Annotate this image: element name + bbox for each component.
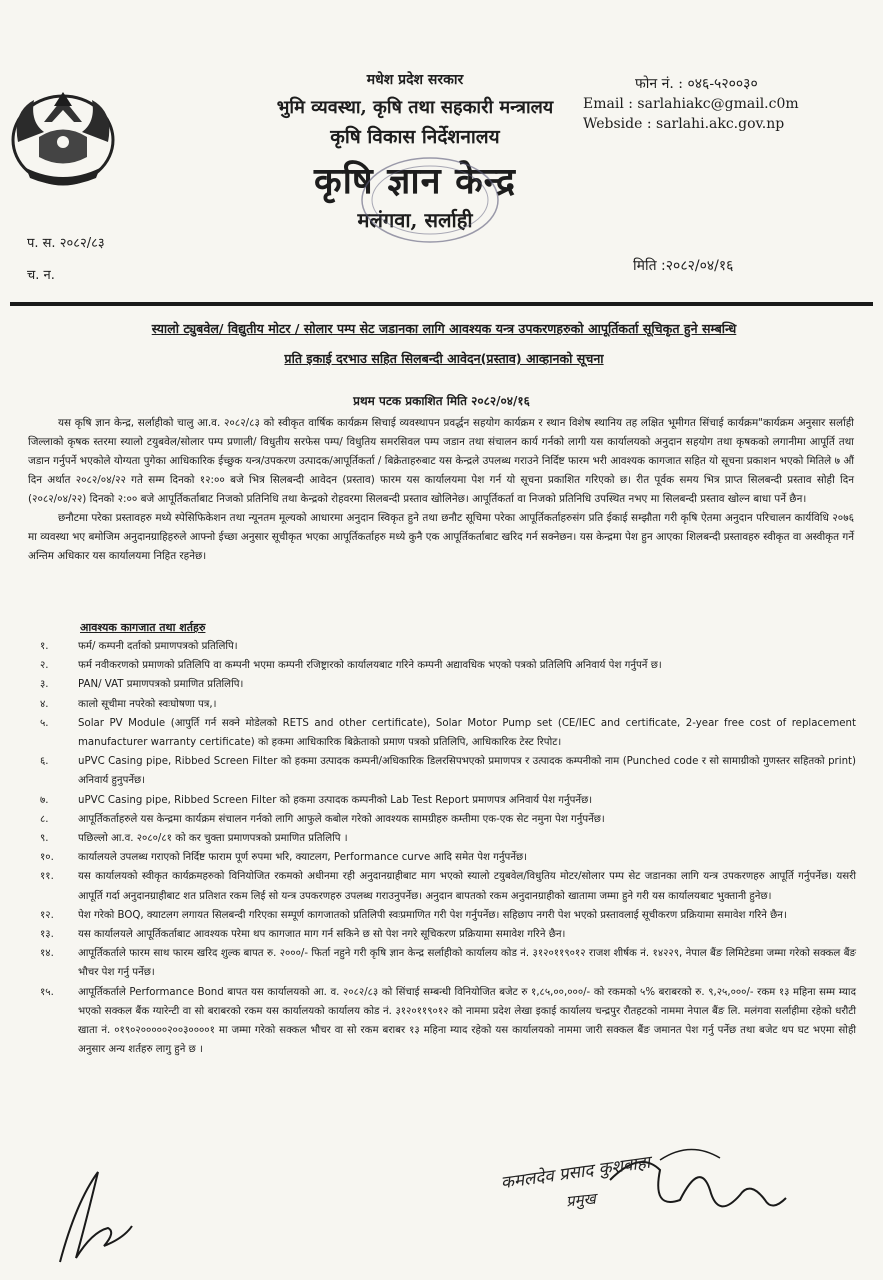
list-item: १४. आपूर्तिकर्ताले फारम साथ फारम खरिद शुल्क बापत रु. २०००/- फिर्ता नहुने गरी कृषि ज्ञान केन्द्र सर्लाहीको कार्यालय कोड नं. ३१२०११९०१२ राजश शीर्षक नं. १४२२९, नेपाल बैंङ लिमिटेडमा जम्मा गरेको सक्कल बैंङ भौचर पेश गर्नु पर्नेछ। bbox=[40, 948, 856, 979]
list-item: ११. यस कार्यालयको स्वीकृत कार्यक्रमहरुको विनियोजित रकमको अधीनमा रही अनुदानग्राहीबाट माग भएको स्यालो टयुबवेल/विधुतिय मोटर/सोलार पम्प सेट जडानका लागि यन्त्र उपकरणहरु आपूर्ति गर्नुपर्नेछ। यसरी आपूर्ति गर्दा अनुदानग्राहीबाट शत प्रतिशत रकम लिई सो यन्त्र उपकरणहरु उपलब्ध गराउनुपर्नेछ। अनुदान बापतको रकम अनुदानग्राहीको खातामा जम्मा हुने गरी यस कार्यालयबाट भुक्तानी हुनेछ। bbox=[40, 871, 856, 902]
website-address: Webside : sarlahi.akc.gov.np bbox=[583, 116, 785, 132]
first-published-date: प्रथम पटक प्रकाशित मिति २०८२/०४/१६ bbox=[353, 394, 530, 408]
list-item: २. फर्म नवीकरणको प्रमाणको प्रतिलिपि वा कम्पनी भएमा कम्पनी रजिष्ट्रारको कार्यालयबाट गरिने कम्पनी अद्यावधिक भएको पत्रको प्रतिलिपि अनिवार्य पेश गर्नुपर्ने छ। bbox=[40, 660, 662, 672]
list-item: १०. कार्यालयले उपलब्ध गराएको निर्दिष्ट फाराम पूर्ण रुपमा भरि, क्याटलग, Performance curve आदि समेत पेश गर्नुपर्नेछ। bbox=[40, 852, 527, 864]
list-item: ९. पछिल्लो आ.व. २०८०/८१ को कर चुक्ता प्रमाणपत्रको प्रमाणित प्रतिलिपि । bbox=[40, 833, 348, 845]
list-item: ७. uPVC Casing pipe, Ribbed Screen Filter को हकमा उत्पादक कम्पनीको Lab Test Report प्रमाणपत्र अनिवार्य पेश गर्नुपर्नेछ। bbox=[40, 794, 593, 806]
contact-info bbox=[583, 74, 873, 134]
header-divider bbox=[10, 302, 873, 306]
office-stamp-icon bbox=[355, 150, 505, 250]
paragraph-2: छनौटमा परेका प्रस्तावहरु मध्ये स्पेसिफिकेशन तथा न्यूनतम मूल्यको आधारमा अनुदान स्विकृत हुने तथा छनौट सूचिमा परेका आपूर्तिकर्ताहरुसंग प्रति ईकाई सम्झौता गरी कृषि ऐतमा अनुदान परिचालन कार्यविधि २०७६ मा व्यवस्था भए बमोजिम अनुदानग्राहिहरुले आफ्नो ईच्छा अनुसार सूचीकृत भएका आपूर्तिकर्ताहरु मध्ये कुनै एक आपूर्तिकर्ताबाट खरिद गर्न सक्नेछन। यस केन्द्रमा पेश हुन आएका शिलबन्दी प्रस्तावहरु स्वीकृत वा अस्वीकृत गर्ने अन्तिम अधिकार यस कार्यालयमा निहित रहनेछ। bbox=[28, 512, 854, 562]
signatory-designation: प्रमुख bbox=[565, 1189, 597, 1211]
list-item: ६. uPVC Casing pipe, Ribbed Screen Filter को हकमा उत्पादक कम्पनी/अधिकारिक डिलरसिपभएको प्रमाणपत्र र उत्पादक कम्पनीको नाम (Punched code र सो सामाग्रीको गुणस्तर सहितको print) अनिवार्य हुनुपर्नेछ। bbox=[40, 756, 856, 787]
list-item: १२. पेश गरेको BOQ, क्याटलग लगायत सिलबन्दी गरिएका सम्पूर्ण कागजातको प्रतिलिपी स्वःप्रमाणित गरी पेश गर्नुपर्नेछ। सहिछाप नगरी पेश भएको प्रस्तावलाई सूचीकरण प्रक्रियामा समावेश गरिने छैन। bbox=[40, 909, 787, 921]
requirements-list bbox=[40, 637, 856, 1059]
ministry-name: भुमि व्यवस्था, कृषि तथा सहकारी मन्त्रालय bbox=[276, 97, 554, 118]
list-item: ३. PAN/ VAT प्रमाणपत्रको प्रमाणित प्रतिलिपि। bbox=[40, 679, 244, 691]
paragraph-1: यस कृषि ज्ञान केन्द्र, सर्लाहीको चालु आ.व. २०८२/८३ को स्वीकृत वार्षिक कार्यक्रम सिचाई व्यवस्थापन प्रवर्द्धन सहयोग कार्यक्रम र स्थान विशेष स्थानिय तह लक्षित भूमीगत सिंचाई कार्यक्रम"कार्यक्रम अनुसार सर्लाही जिल्लाको कृषक स्तरमा स्यालो टयुबवेल/सोलार पम्प प्रणाली/ विधुतीय सरफेस पम्प/ विधुतिय समरसिवल पम्प जडान तथा संचालन कार्य गर्नको लागी यस कार्यालयको अनुदान सहयोग तथा कृषकको लगानीमा आपूर्ति तथा जडान गर्नुपर्ने भएकोले योग्यता पुगेका आधिकारिक ईच्छुक यन्त्र/उपकरण उत्पादक/आपूर्तिकर्ता / बिक्रेताहरुबाट यस केन्द्रले उपलब्ध गराउने निर्दिष्ट फारम भरी आवश्यक कागजात सहित यो सूचना प्रकाशन भएको मितिले ७ औं दिन अर्थात २०८२/०४/२२ गते सम्म दिनको १२:०० बजे भित्र सिलबन्दी आवेदन (प्रस्ताव) फारम यस कार्यालयमा पेश गर्न यो सूचना प्रकाशित गरिएको छ। रीत पूर्वक समय भित्र प्राप्त सिलबन्दी प्रस्ताव सोही दिन (२०८२/०४/२२) दिनको २:०० बजे आपूर्तिकर्ताबाट निजको प्रतिनिधि तथा केन्द्रको रोहवरमा सिलबन्दी प्रस्ताव खोलिनेछ। आपूर्तिकर्ता वा निजको प्रतिनिधि उपस्थित नभए मा सिलबन्दी प्रस्ताव खोल्न बाधा पर्ने छैन। bbox=[28, 417, 854, 505]
directorate-name: कृषि विकास निर्देशनालय bbox=[330, 126, 500, 148]
office-location: मलंगवा, सर्लाही bbox=[357, 208, 473, 232]
phone-number: फोन नं. : ०४६-५२००३० bbox=[635, 76, 758, 92]
list-item: ८. आपूर्तिकर्ताहरुले यस केन्द्रमा कार्यक्रम संचालन गर्नको लागि आफुले कबोल गरेको आवश्यक सामग्रीहरु कम्तीमा एक-एक सेट नमुना पेश गर्नुपर्नेछ। bbox=[40, 813, 605, 825]
notice-body bbox=[28, 414, 854, 566]
handwritten-initials-icon bbox=[46, 1162, 136, 1272]
list-item: ५. Solar PV Module (आपुर्ति गर्न सक्ने मोडेलको RETS and other certificate), Solar Motor Pump set (CE/IEC and certificate, 2-year free cost of replacement manufacturer warranty certificate) को हकमा आधिकारिक बिक्रेताको प्रमाण पत्रको प्रतिलिपि, आधिकारिक टेस्ट रिपोट। bbox=[40, 717, 856, 749]
signatory-name: कमलदेव प्रसाद कुशवाहा bbox=[499, 1152, 652, 1194]
notice-title-line-1: स्यालो ट्युबवेल/ विद्युतीय मोटर / सोलार पम्प सेट जडानका लागि आवश्यक यन्त्र उपकरणहरुको आपूर्तिकर्ता सूचिकृत हुने सम्बन्धि bbox=[151, 321, 737, 336]
letter-date: मिति :२०८२/०४/१६ bbox=[633, 258, 734, 274]
list-item: ४. कालो सूचीमा नपरेको स्वःघोषणा पत्र,। bbox=[40, 698, 217, 710]
dispatch-number: च. न. bbox=[27, 268, 55, 283]
notice-title-line-2: प्रति इकाई दरभाउ सहित सिलबन्दी आवेदन(प्रस्ताव) आव्हानको सूचना bbox=[284, 351, 604, 366]
list-item: १५. आपूर्तिकर्ताले Performance Bond बापत यस कार्यालयको आ. व. २०८२/८३ को सिंचाई सम्बन्धी विनियोजित बजेट रु १,८५,००,०००/- को रकमको ५% बराबरको रु. ९,२५,०००/- रकम १३ महिना सम्म म्याद भएको सक्कल बैंक ग्यारेन्टी वा सो बराबरको रकम यस कार्यालयको कार्यालय कोड नं. ३१२०११९०१२ को नाममा प्रदेश लेखा इकाई कार्यालय चन्द्रपुर रौतहटको नाममा नेपाल बैंङ लि. मलंगवा सर्लाहीमा रहेको धरौटी खाता नं. ०१९०२०००००२००३००००१ मा जम्मा गरेको सक्कल भौचर वा सो रकम बराबर १३ महिना म्याद रहेको यस कार्यालयको नाममा जारी सक्कल बैंङ जमानत पेश गर्नु पर्नेछ तथा बजेट थप घट भएमा सोही अनुसार अन्य शर्तहरु लागु हुने छ । bbox=[40, 986, 856, 1056]
email-address: Email : sarlahiakc@gmail.c0m bbox=[583, 96, 799, 112]
nepal-emblem-icon bbox=[4, 82, 122, 194]
reference-block bbox=[27, 228, 105, 292]
requirements-heading: आवश्यक कागजात तथा शर्तहरु bbox=[80, 621, 206, 634]
office-name: कृषि ज्ञान केन्द्र bbox=[313, 160, 517, 202]
list-item: १३. यस कार्यालयले आपूर्तिकर्ताबाट आवश्यक परेमा थप कागजात माग गर्न सकिने छ सो पेश नगरे सूचिकरण प्रक्रियामा समावेश गरिने छैन। bbox=[40, 929, 566, 941]
letter-reference-number: प. स. २०८२/८३ bbox=[27, 236, 105, 251]
government-name: मधेश प्रदेश सरकार bbox=[366, 72, 464, 88]
list-item: १. फर्म/ कम्पनी दर्ताको प्रमाणपत्रको प्रतिलिपि। bbox=[40, 641, 238, 652]
